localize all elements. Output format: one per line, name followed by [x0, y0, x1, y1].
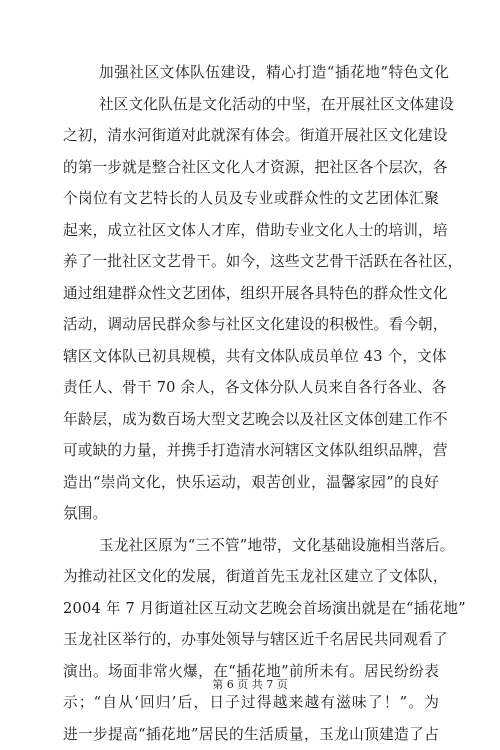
paragraph-line: 演出。场面非常火爆，在“插花地”前所未有。居民纷纷表 — [63, 656, 439, 688]
paragraph-line: 活动，调动居民群众参与社区文化建设的积极性。看今朝， — [63, 309, 439, 341]
paragraph-line: 之初，清水河街道对此就深有体会。街道开展社区文化建设 — [63, 120, 439, 152]
paragraph-line: 2004 年 7 月街道社区互动文艺晚会首场演出就是在“插花地” — [63, 593, 439, 625]
paragraph-line: 年龄层，成为数百场大型文艺晚会以及社区文体创建工作不 — [63, 404, 439, 436]
paragraph-line: 的第一步就是整合社区文化人才资源，把社区各个层次，各 — [63, 152, 439, 184]
document-body — [63, 57, 439, 750]
paragraph-line: 养了一批社区文艺骨干。如今，这些文艺骨干活跃在各社区， — [63, 246, 439, 278]
paragraph-line: 个岗位有文艺特长的人员及专业或群众性的文艺团体汇聚 — [63, 183, 439, 215]
paragraph-line: 造出“崇尚文化，快乐运动，艰苦创业，温馨家园”的良好 — [63, 467, 439, 499]
paragraph-line: 责任人、骨干 70 余人，各文体分队人员来自各行各业、各 — [63, 372, 439, 404]
paragraph-line: 为推动社区文化的发展，街道首先玉龙社区建立了文体队， — [63, 561, 439, 593]
paragraph-line: 玉龙社区举行的，办事处领导与辖区近千名居民共同观看了 — [63, 624, 439, 656]
paragraph-2 — [63, 530, 439, 750]
paragraph-line: 社区文化队伍是文化活动的中坚，在开展社区文体建设 — [63, 89, 439, 121]
paragraph-line: 起来，成立社区文体人才库，借助专业文化人士的培训，培 — [63, 215, 439, 247]
section-title: 加强社区文体队伍建设，精心打造“插花地”特色文化 — [63, 57, 439, 89]
paragraph-line: 辖区文体队已初具规模，共有文体队成员单位 43 个，文体 — [63, 341, 439, 373]
paragraph-line: 玉龙社区原为“三不管”地带，文化基础设施相当落后。 — [63, 530, 439, 562]
paragraph-line: 氛围。 — [63, 498, 439, 530]
paragraph-line: 示；“自从‘回归’后，日子过得越来越有滋味了！”。为 — [63, 687, 439, 719]
page-number-footer: 第 6 页 共 7 页 — [0, 678, 500, 692]
paragraph-1 — [63, 89, 439, 530]
paragraph-line: 可或缺的力量，并携手打造清水河辖区文体队组织品牌，营 — [63, 435, 439, 467]
paragraph-line: 通过组建群众性文艺团体，组织开展各具特色的群众性文化 — [63, 278, 439, 310]
paragraph-line: 进一步提高“插花地”居民的生活质量，玉龙山顶建造了占 — [63, 719, 439, 750]
